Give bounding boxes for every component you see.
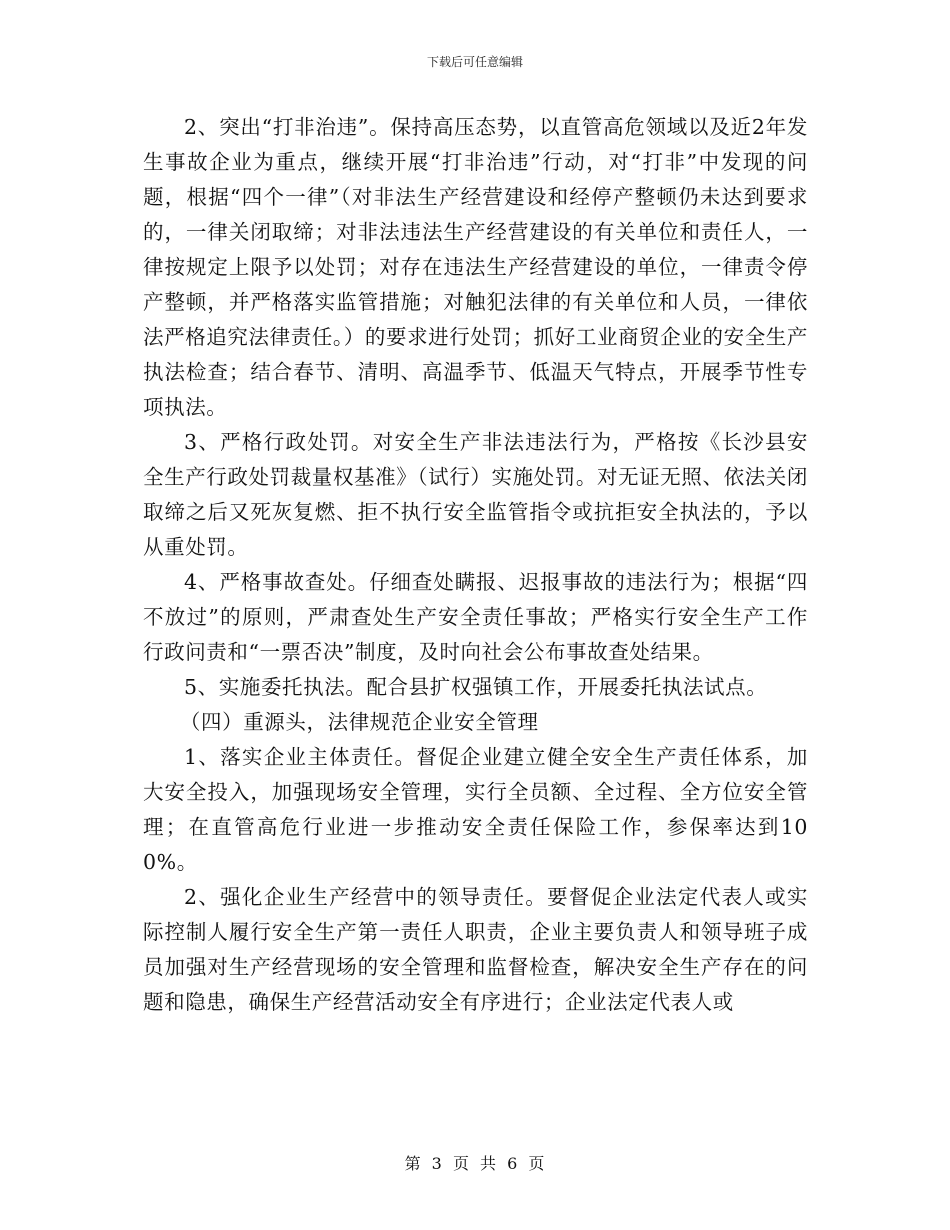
- paragraph-administrative-penalty: 3、严格行政处罚。对安全生产非法违法行为，严格按《长沙县安全生产行政处罚裁量权基准》（试行）实施处罚。对无证无照、依法关闭取缔之后又死灰复燃、拒不执行安全监管指令或抗拒安全执法的，予以从重处罚。: [143, 430, 808, 559]
- document-body: [143, 110, 808, 1020]
- header-note: 下载后可任意编辑: [426, 55, 523, 69]
- paragraph-crackdown: 2、突出“打非治违”。保持高压态势，以直管高危领域以及近2年发生事故企业为重点，继续开展“打非治违”行动，对“打非”中发现的问题，根据“四个一律”（对非法生产经营建设和经停产整顿仍未达到要求的，一律关闭取缔；对非法违法生产经营建设的有关单位和责任人，一律按规定上限予以处罚；对存在违法生产经营建设的单位，一律责令停产整顿，并严格落实监管措施；对触犯法律的有关单位和人员，一律依法严格追究法律责任。）的要求进行处罚；抓好工业商贸企业的安全生产执法检查；结合春节、清明、高温季节、低温天气特点，开展季节性专项执法。: [143, 115, 808, 419]
- paragraph-leadership-responsibility: 2、强化企业生产经营中的领导责任。要督促企业法定代表人或实际控制人履行安全生产第一责任人职责，企业主要负责人和领导班子成员加强对生产经营现场的安全管理和监督检查，解决安全生产存在的问题和隐患，确保生产经营活动安全有序进行；企业法定代表人或: [143, 885, 808, 1014]
- paragraph-accident-investigation: 4、严格事故查处。仔细查处瞒报、迟报事故的违法行为；根据“四不放过”的原则，严肃查处生产安全责任事故；严格实行安全生产工作行政问责和“一票否决”制度，及时向社会公布事故查处结果。: [143, 570, 808, 664]
- section-heading: （四）重源头，法律规范企业安全管理: [179, 710, 539, 734]
- paragraph-entrusted-enforcement: 5、实施委托执法。配合县扩权强镇工作，开展委托执法试点。: [184, 675, 768, 699]
- paragraph-enterprise-responsibility: 1、落实企业主体责任。督促企业建立健全安全生产责任体系，加大安全投入，加强现场安全管理，实行全员额、全过程、全方位安全管理；在直管高危行业进一步推动安全责任保险工作，参保率达到100%。: [143, 745, 808, 874]
- page-number: 第 3 页 共 6 页: [404, 1154, 546, 1173]
